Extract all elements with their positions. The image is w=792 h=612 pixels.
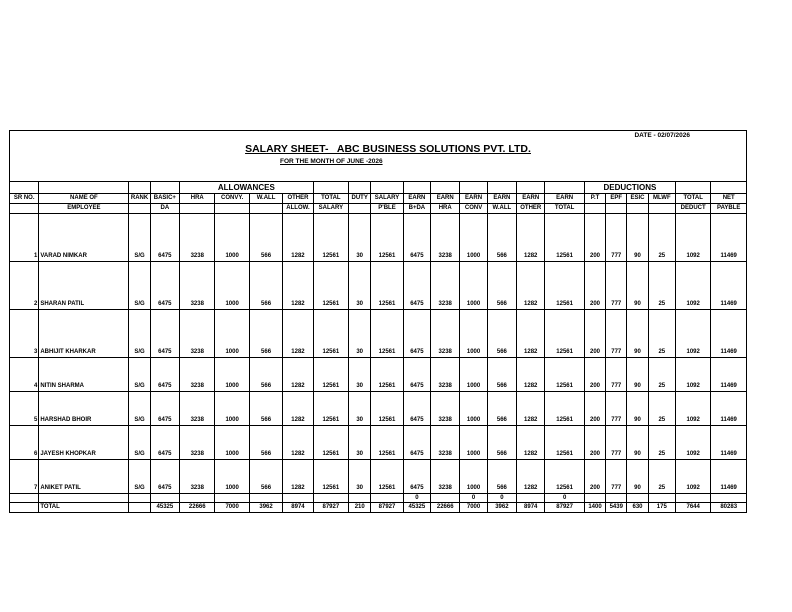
value-cell: 6475 [150, 460, 179, 494]
value-cell: 30 [349, 358, 371, 392]
value-cell: 566 [249, 310, 282, 358]
value-cell: 566 [249, 214, 282, 262]
value-cell: 12561 [545, 358, 584, 392]
rounding-row-cell: 0 [403, 494, 430, 503]
total-row-cell: 3962 [487, 503, 516, 513]
value-cell: 3238 [180, 310, 215, 358]
total-row-cell: 87927 [545, 503, 584, 513]
column-subheader-row-cell: DA [150, 204, 179, 214]
column-header-row-cell: EPF [606, 194, 627, 204]
column-header-row-cell: P.T [584, 194, 605, 204]
value-cell: 777 [606, 426, 627, 460]
column-subheader-row-cell [349, 204, 371, 214]
value-cell: 1092 [675, 426, 710, 460]
column-header-row-cell: BASIC+ [150, 194, 179, 204]
rounding-row-cell: 0 [460, 494, 487, 503]
column-header-row-cell: DUTY [349, 194, 371, 204]
value-cell: 1000 [215, 310, 249, 358]
value-cell: 200 [584, 310, 605, 358]
column-header-row-cell: EARN [403, 194, 430, 204]
rounding-row-cell [431, 494, 460, 503]
rounding-row-cell [517, 494, 545, 503]
value-cell: 200 [584, 426, 605, 460]
value-cell: 1282 [517, 310, 545, 358]
column-subheader-row-cell [129, 204, 150, 214]
employee-name-cell: JAYESH KHOPKAR [39, 426, 129, 460]
value-cell: 1282 [517, 358, 545, 392]
rounding-row-cell [584, 494, 605, 503]
value-cell: 12561 [371, 358, 403, 392]
value-cell: 6475 [150, 262, 179, 310]
value-cell: 90 [627, 358, 648, 392]
value-cell: 6475 [403, 262, 430, 310]
column-header-row-cell: TOTAL [313, 194, 348, 204]
total-row-cell: 22666 [431, 503, 460, 513]
employee-row [10, 262, 747, 310]
value-cell: 3238 [180, 262, 215, 310]
value-cell: 1000 [215, 358, 249, 392]
value-cell: 6475 [150, 214, 179, 262]
salary-table [9, 181, 747, 513]
employee-row [10, 214, 747, 262]
column-header-row-cell: ESIC [627, 194, 648, 204]
value-cell: 3238 [180, 392, 215, 426]
value-cell: 1282 [283, 426, 313, 460]
value-cell: 12561 [371, 214, 403, 262]
value-cell: 566 [249, 392, 282, 426]
column-header-row-cell: SALARY [371, 194, 403, 204]
value-cell: 1000 [460, 426, 487, 460]
rounding-row-cell [10, 494, 39, 503]
value-cell: 3238 [431, 460, 460, 494]
rounding-row-cell [180, 494, 215, 503]
column-header-row-cell: SR NO. [10, 194, 39, 204]
value-cell: 25 [648, 262, 675, 310]
deductions-header: DEDUCTIONS [584, 182, 675, 194]
value-cell: 200 [584, 392, 605, 426]
total-row-cell: 80283 [711, 503, 747, 513]
value-cell: 1000 [215, 214, 249, 262]
value-cell: 12561 [371, 392, 403, 426]
column-subheader-row-cell [180, 204, 215, 214]
employee-row [10, 358, 747, 392]
column-subheader-row [10, 204, 747, 214]
value-cell: 12561 [313, 460, 348, 494]
column-header-row-cell: W.ALL [249, 194, 282, 204]
value-cell: 566 [487, 262, 516, 310]
value-cell: 6475 [403, 426, 430, 460]
value-cell: 777 [606, 214, 627, 262]
value-cell: 11469 [711, 310, 747, 358]
rounding-row [10, 494, 747, 503]
sheet-title: SALARY SHEET- ABC BUSINESS SOLUTIONS PVT. LTD. [245, 143, 531, 155]
column-header-row-cell: HRA [180, 194, 215, 204]
column-subheader-row-cell: CONV [460, 204, 487, 214]
value-cell: 12561 [371, 426, 403, 460]
value-cell: 12561 [545, 392, 584, 426]
total-row-cell: 8974 [517, 503, 545, 513]
column-subheader-row-cell [215, 204, 249, 214]
group-header-row [10, 182, 747, 194]
value-cell: 6475 [403, 460, 430, 494]
value-cell: 1000 [215, 392, 249, 426]
value-cell: 777 [606, 310, 627, 358]
value-cell: 25 [648, 460, 675, 494]
total-row-cell [129, 503, 150, 513]
value-cell: 777 [606, 358, 627, 392]
rounding-row-cell [349, 494, 371, 503]
value-cell: 3238 [431, 310, 460, 358]
rounding-row-cell [39, 494, 129, 503]
value-cell: 6475 [150, 392, 179, 426]
employee-name-cell: VARAD NIMKAR [39, 214, 129, 262]
value-cell: 777 [606, 392, 627, 426]
value-cell: 25 [648, 426, 675, 460]
value-cell: 90 [627, 310, 648, 358]
value-cell: 12561 [545, 460, 584, 494]
value-cell: 25 [648, 310, 675, 358]
value-cell: 1000 [460, 358, 487, 392]
value-cell: 1092 [675, 310, 710, 358]
rounding-row-cell [648, 494, 675, 503]
value-cell: 30 [349, 262, 371, 310]
value-cell: 1282 [283, 392, 313, 426]
value-cell: 1092 [675, 460, 710, 494]
rounding-row-cell [627, 494, 648, 503]
value-cell: 90 [627, 392, 648, 426]
value-cell: 6475 [150, 426, 179, 460]
value-cell: 3238 [180, 358, 215, 392]
total-row [10, 503, 747, 513]
value-cell: 566 [487, 214, 516, 262]
value-cell: S/G [129, 392, 150, 426]
column-subheader-row-cell [249, 204, 282, 214]
value-cell: 566 [487, 460, 516, 494]
total-row-cell: 7000 [460, 503, 487, 513]
total-row-cell: 3962 [249, 503, 282, 513]
value-cell: 3238 [180, 214, 215, 262]
value-cell: 566 [249, 426, 282, 460]
value-cell: S/G [129, 460, 150, 494]
value-cell: S/G [129, 214, 150, 262]
rounding-row-cell [711, 494, 747, 503]
total-row-cell: 7000 [215, 503, 249, 513]
column-header-row-cell: NAME OF [39, 194, 129, 204]
value-cell: 6475 [403, 392, 430, 426]
value-cell: 12561 [545, 214, 584, 262]
column-header-row-cell: EARN [517, 194, 545, 204]
value-cell: 1000 [460, 460, 487, 494]
value-cell: 11469 [711, 460, 747, 494]
value-cell: 1092 [675, 262, 710, 310]
total-row-cell: 45325 [403, 503, 430, 513]
rounding-row-cell [129, 494, 150, 503]
rounding-row-cell [150, 494, 179, 503]
value-cell: 200 [584, 460, 605, 494]
value-cell: S/G [129, 358, 150, 392]
value-cell: 6475 [403, 310, 430, 358]
rounding-row-cell: 0 [487, 494, 516, 503]
column-subheader-row-cell: B+DA [403, 204, 430, 214]
value-cell: 3238 [431, 358, 460, 392]
value-cell: 6475 [403, 358, 430, 392]
total-row-cell: 7644 [675, 503, 710, 513]
value-cell: 566 [487, 392, 516, 426]
value-cell: 566 [249, 262, 282, 310]
value-cell: 12561 [371, 460, 403, 494]
value-cell: 1282 [283, 310, 313, 358]
employee-name-cell: NITIN SHARMA [39, 358, 129, 392]
column-subheader-row-cell [627, 204, 648, 214]
total-row-cell: 87927 [371, 503, 403, 513]
value-cell: 3238 [180, 426, 215, 460]
sr-no-cell: 6 [10, 426, 39, 460]
value-cell: 90 [627, 214, 648, 262]
employee-row [10, 392, 747, 426]
column-header-row-cell: CONVY. [215, 194, 249, 204]
value-cell: 12561 [313, 358, 348, 392]
value-cell: 12561 [313, 310, 348, 358]
rounding-row-cell [249, 494, 282, 503]
value-cell: 25 [648, 392, 675, 426]
value-cell: 12561 [545, 310, 584, 358]
value-cell: 1000 [460, 310, 487, 358]
column-subheader-row-cell: HRA [431, 204, 460, 214]
column-subheader-row-cell: DEDUCT [675, 204, 710, 214]
value-cell: 777 [606, 460, 627, 494]
column-header-row-cell: OTHER [283, 194, 313, 204]
total-row-cell: 45325 [150, 503, 179, 513]
column-subheader-row-cell: P'BLE [371, 204, 403, 214]
value-cell: 777 [606, 262, 627, 310]
sr-no-cell: 2 [10, 262, 39, 310]
column-subheader-row-cell: PAYBLE [711, 204, 747, 214]
value-cell: 12561 [371, 262, 403, 310]
value-cell: 1282 [517, 262, 545, 310]
value-cell: 11469 [711, 262, 747, 310]
column-subheader-row-cell [10, 204, 39, 214]
value-cell: 6475 [403, 214, 430, 262]
salary-sheet [9, 130, 747, 513]
sheet-date: DATE - 02/07/2026 [634, 132, 690, 139]
rounding-row-cell [283, 494, 313, 503]
rounding-row-cell: 0 [545, 494, 584, 503]
value-cell: 6475 [150, 358, 179, 392]
sheet-subtitle: FOR THE MONTH OF JUNE -2026 [280, 158, 383, 165]
value-cell: 12561 [545, 426, 584, 460]
value-cell: 12561 [371, 310, 403, 358]
total-row-cell: 630 [627, 503, 648, 513]
value-cell: 6475 [150, 310, 179, 358]
value-cell: 1282 [283, 460, 313, 494]
value-cell: 1282 [283, 358, 313, 392]
total-row-cell: 87927 [313, 503, 348, 513]
employee-row [10, 460, 747, 494]
rounding-row-cell [675, 494, 710, 503]
value-cell: 1282 [517, 392, 545, 426]
value-cell: 1282 [283, 214, 313, 262]
value-cell: 30 [349, 426, 371, 460]
value-cell: 90 [627, 426, 648, 460]
column-subheader-row-cell: SALARY [313, 204, 348, 214]
value-cell: 30 [349, 214, 371, 262]
value-cell: 12561 [545, 262, 584, 310]
column-subheader-row-cell [584, 204, 605, 214]
value-cell: 200 [584, 358, 605, 392]
sr-no-cell: 4 [10, 358, 39, 392]
column-header-row-cell: EARN [431, 194, 460, 204]
value-cell: S/G [129, 310, 150, 358]
total-row-cell: 175 [648, 503, 675, 513]
value-cell: 1000 [460, 392, 487, 426]
value-cell: 25 [648, 358, 675, 392]
value-cell: 1282 [517, 214, 545, 262]
value-cell: 12561 [313, 392, 348, 426]
column-header-row-cell: EARN [460, 194, 487, 204]
value-cell: 1000 [215, 262, 249, 310]
rounding-row-cell [606, 494, 627, 503]
value-cell: 12561 [313, 426, 348, 460]
rounding-row-cell [313, 494, 348, 503]
value-cell: 12561 [313, 214, 348, 262]
value-cell: 1092 [675, 392, 710, 426]
value-cell: 1000 [215, 426, 249, 460]
column-header-row-cell: EARN [487, 194, 516, 204]
employee-name-cell: HARSHAD BHOIR [39, 392, 129, 426]
column-header-row-cell: TOTAL [675, 194, 710, 204]
total-row-cell: 22666 [180, 503, 215, 513]
value-cell: 3238 [431, 214, 460, 262]
value-cell: 3238 [431, 426, 460, 460]
value-cell: 30 [349, 460, 371, 494]
value-cell: 1282 [517, 460, 545, 494]
value-cell: 1092 [675, 214, 710, 262]
total-row-cell [10, 503, 39, 513]
column-subheader-row-cell: OTHER [517, 204, 545, 214]
column-header-row-cell: NET [711, 194, 747, 204]
column-header-row-cell: RANK [129, 194, 150, 204]
column-header-row [10, 194, 747, 204]
column-header-row-cell: EARN [545, 194, 584, 204]
total-row-cell: TOTAL [39, 503, 129, 513]
value-cell: 11469 [711, 358, 747, 392]
value-cell: 25 [648, 214, 675, 262]
rounding-row-cell [215, 494, 249, 503]
column-header-row-cell: MLWF [648, 194, 675, 204]
value-cell: 1092 [675, 358, 710, 392]
rounding-row-cell [371, 494, 403, 503]
column-subheader-row-cell [606, 204, 627, 214]
value-cell: 3238 [431, 262, 460, 310]
value-cell: 566 [487, 426, 516, 460]
sr-no-cell: 7 [10, 460, 39, 494]
allowances-header: ALLOWANCES [180, 182, 314, 194]
column-subheader-row-cell: W.ALL [487, 204, 516, 214]
sr-no-cell: 3 [10, 310, 39, 358]
value-cell: 90 [627, 262, 648, 310]
value-cell: 3238 [431, 392, 460, 426]
value-cell: 1000 [460, 214, 487, 262]
total-row-cell: 8974 [283, 503, 313, 513]
sheet-header [9, 130, 747, 181]
value-cell: 566 [249, 358, 282, 392]
value-cell: 566 [487, 310, 516, 358]
value-cell: 1282 [283, 262, 313, 310]
value-cell: 30 [349, 310, 371, 358]
value-cell: 3238 [180, 460, 215, 494]
value-cell: 566 [249, 460, 282, 494]
sr-no-cell: 1 [10, 214, 39, 262]
employee-name-cell: ANIKET PATIL [39, 460, 129, 494]
value-cell: 566 [487, 358, 516, 392]
value-cell: 200 [584, 262, 605, 310]
value-cell: 11469 [711, 214, 747, 262]
column-subheader-row-cell: TOTAL [545, 204, 584, 214]
value-cell: 11469 [711, 392, 747, 426]
value-cell: 11469 [711, 426, 747, 460]
sr-no-cell: 5 [10, 392, 39, 426]
column-subheader-row-cell: EMPLOYEE [39, 204, 129, 214]
column-subheader-row-cell: ALLOW. [283, 204, 313, 214]
value-cell: S/G [129, 426, 150, 460]
salary-table-body [10, 182, 747, 513]
value-cell: 12561 [313, 262, 348, 310]
employee-name-cell: SHARAN PATIL [39, 262, 129, 310]
value-cell: S/G [129, 262, 150, 310]
column-subheader-row-cell [648, 204, 675, 214]
employee-name-cell: ABHIJIT KHARKAR [39, 310, 129, 358]
employee-row [10, 426, 747, 460]
total-row-cell: 210 [349, 503, 371, 513]
value-cell: 1282 [517, 426, 545, 460]
employee-row [10, 310, 747, 358]
value-cell: 30 [349, 392, 371, 426]
value-cell: 1000 [460, 262, 487, 310]
value-cell: 1000 [215, 460, 249, 494]
total-row-cell: 5439 [606, 503, 627, 513]
value-cell: 200 [584, 214, 605, 262]
total-row-cell: 1400 [584, 503, 605, 513]
value-cell: 90 [627, 460, 648, 494]
